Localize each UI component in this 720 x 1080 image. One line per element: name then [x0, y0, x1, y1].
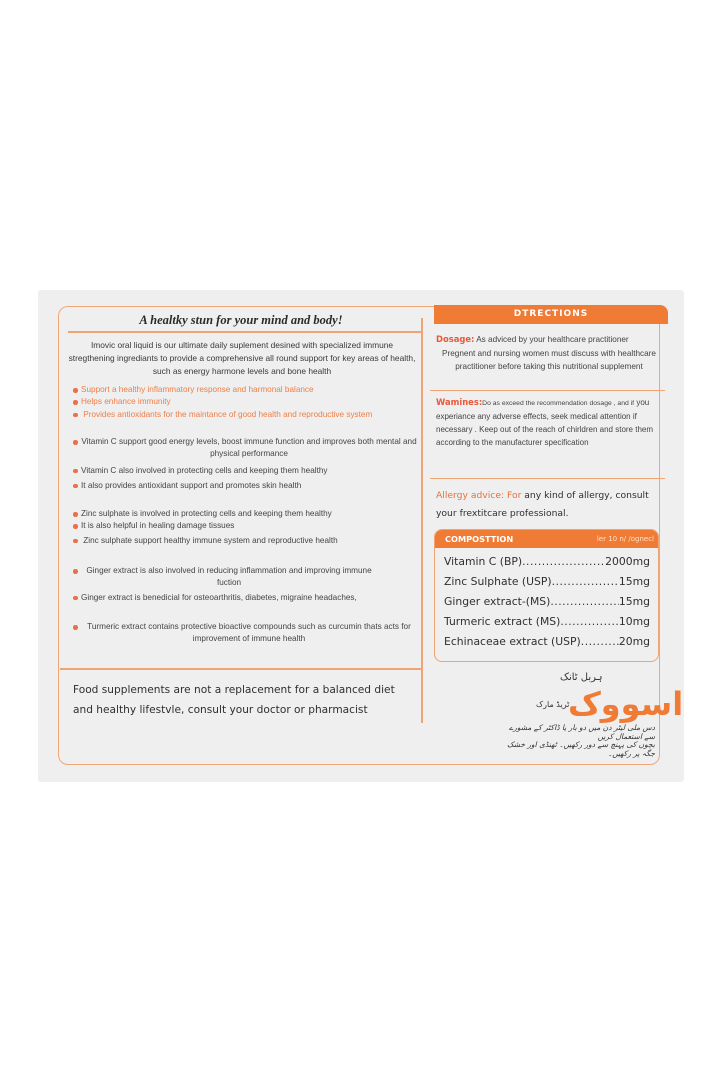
urdu-trademark: ٹریڈ مارک — [536, 700, 570, 709]
dosage-section — [436, 333, 662, 373]
list-item: Ginger extract is also involved in reducing inflammation and improving immune fuction — [72, 565, 417, 590]
urdu-line-2: بچوں کی پہنچ سے دور رکھیں۔ ٹھنڈی اور خشک جگہ پر رکھیں۔ — [506, 740, 655, 758]
composition-per: ler 10 n/ /ognecl — [596, 535, 654, 543]
intro-text: Imovic oral liquid is our ultimate daily suplement desined with specialized immune stregthening ingrediants to provide a comprehensive all round support for key areas of health, such as energy harmone levels and bone health — [68, 340, 416, 376]
zinc-list — [72, 508, 417, 547]
allergy-text: any kind of allergy, consult your frextitcare professional. — [436, 490, 649, 519]
disclaimer-text: Food supplements are not a replacement for a balanced diet and healthy lifestvle, consult your doctor or pharmacist — [73, 684, 395, 716]
list-item: Provides antioxidants for the maintance of good health and reproductive system — [72, 409, 417, 421]
dosage-text: As adviced by your healthcare practitioner — [476, 335, 629, 344]
composition-header — [435, 530, 658, 548]
composition-row: Zinc Sulphate (USP) ..... 15mg — [444, 572, 650, 592]
bullet-icon — [73, 440, 78, 445]
warnings-label: Wamines: — [436, 397, 483, 407]
composition-row: Ginger extract-(MS) ..... 15mg — [444, 592, 650, 612]
composition-row: Vitamin C (BP) ..... 2000mg — [444, 552, 650, 572]
column-divider — [421, 318, 423, 723]
list-item: Zinc sulphate is involved in protecting cells and keeping them healthy — [72, 508, 417, 520]
composition-row: Turmeric extract (MS) ..... 10mg — [444, 612, 650, 632]
bullet-icon — [73, 469, 78, 474]
urdu-subtitle: ہربل ٹانک — [560, 672, 603, 683]
list-item: Support a healthy inflammatory response and harmonal balance — [72, 384, 417, 396]
composition-box — [434, 529, 659, 662]
bullet-icon — [73, 596, 78, 601]
dosage-divider — [430, 390, 665, 391]
allergy-label: Allergy advice: For — [436, 490, 522, 501]
vitamin-c-list — [72, 436, 417, 492]
disclaimer-divider — [60, 668, 422, 670]
bullet-icon — [73, 400, 78, 405]
list-item: It is also helpful in healing damage tissues — [72, 520, 417, 532]
directions-header: DTRECTIONS — [434, 305, 668, 324]
bullet-icon — [73, 512, 78, 517]
turmeric-list — [72, 621, 417, 646]
allergy-section — [436, 487, 666, 523]
headline-divider — [68, 331, 422, 333]
composition-row: Echinaceae extract (USP) ..... 20mg — [444, 632, 650, 652]
list-item: Helps enhance immunity — [72, 396, 417, 408]
list-item: It also provides antioxidant support and promotes skin health — [72, 480, 417, 492]
dosage-label: Dosage: — [436, 334, 475, 344]
headline: A healtky stun for your mind and body! — [139, 313, 343, 327]
bullet-icon — [73, 524, 78, 529]
urdu-line-1: دس ملی لیٹر دن میں دو بار یا ڈاکٹر کے مشورے سے استعمال کریں — [508, 723, 655, 741]
warnings-divider — [430, 478, 665, 479]
ginger-list — [72, 565, 417, 604]
list-item: Vitamin C also involved in protecting cells and keeping them healthy — [72, 465, 417, 477]
bullet-icon — [73, 625, 78, 630]
bullet-icon — [73, 388, 78, 393]
list-item: Zinc sulphate support healthy immune system and reproductive health — [72, 535, 417, 547]
warnings-first: Do as exceed the recommendation dosage , and if — [482, 400, 635, 407]
dosage-note: Pregnent and nursing women must discuss with healthcare practitioner before taking this nutritional supplement — [442, 349, 656, 371]
bullet-icon — [73, 539, 78, 544]
urdu-brand-logo: اسووک — [568, 685, 684, 723]
composition-list — [435, 548, 658, 652]
list-item: Vitamin C support good energy levels, boost immune function and improves both mental and physical performance — [72, 436, 417, 461]
bullet-icon — [73, 413, 78, 418]
bullet-icon — [73, 484, 78, 489]
bullet-icon — [73, 569, 78, 574]
list-item: Turmeric extract contains protective bioactive compounds such as curcumin thats acts for improvement of immune health — [72, 621, 417, 646]
composition-title: COMPOSTTION — [445, 534, 514, 544]
warnings-text: you experiance any adverse effects, seek medical attention if necessary . Keep out of the reach of chirldren and store them according to the manufacturer specification — [436, 398, 654, 447]
highlight-list — [72, 384, 417, 421]
warnings-section — [436, 396, 664, 449]
list-item: Ginger extract is benedicial for osteoarthritis, diabetes, migraine headaches, — [72, 592, 417, 604]
